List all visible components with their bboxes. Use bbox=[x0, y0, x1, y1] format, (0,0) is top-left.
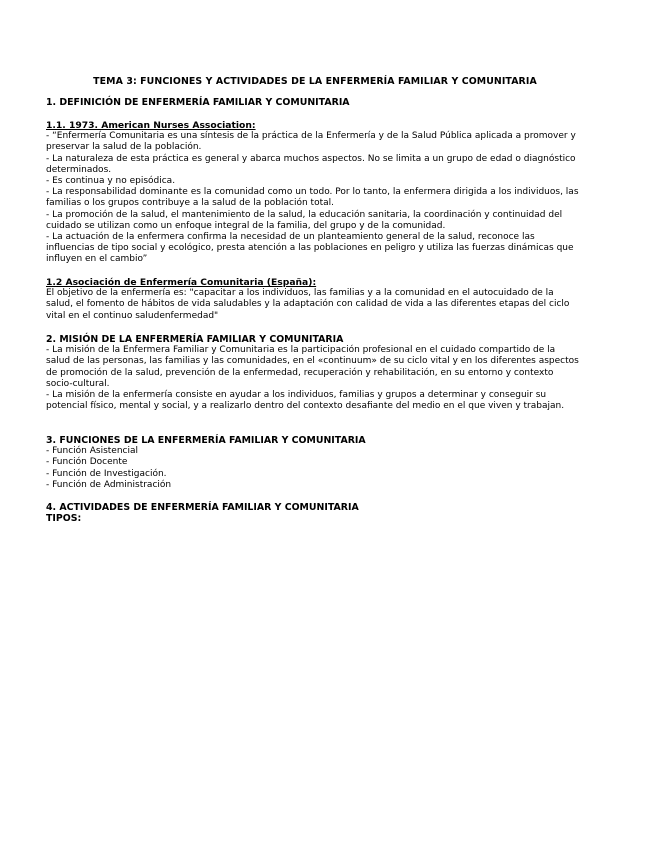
section-2 bbox=[46, 334, 582, 412]
list-item: - La responsabilidad dominante es la comunidad como un todo. Por lo tanto, la enfermera dirigida a los individuos, las familias o los grupos contribuye a la salud de la población total. bbox=[46, 187, 579, 209]
section-2-list bbox=[46, 345, 582, 412]
subsection-1-1 bbox=[46, 120, 582, 266]
section-4 bbox=[46, 502, 582, 524]
section-4-subheading: TIPOS: bbox=[46, 513, 82, 525]
list-item: - Es continua y no episódica. bbox=[46, 176, 176, 187]
list-item: - Función de Investigación. bbox=[46, 468, 167, 479]
list-item: - La actuación de la enfermera confirma la necesidad de un planteamiento general de la salud, reconoce las influencias de tipo social y ecológico, presta atención a las poblaciones en peligro y utiliza las fuerzas dinámicas que influyen en el cambio” bbox=[46, 232, 574, 265]
subsection-1-1-heading: 1.1. 1973. American Nurses Association: bbox=[46, 120, 256, 131]
section-3-list bbox=[46, 446, 582, 491]
subsection-1-1-list bbox=[46, 131, 582, 265]
section-2-heading: 2. MISIÓN DE LA ENFERMERÍA FAMILIAR Y COMUNITARIA bbox=[46, 334, 344, 345]
list-item: - La promoción de la salud, el mantenimiento de la salud, la educación sanitaria, la coordinación y continuidad del cuidado se utilizan como un enfoque integral de la familia, del grupo y de la comunidad. bbox=[46, 209, 563, 231]
section-3-heading: 3. FUNCIONES DE LA ENFERMERÍA FAMILIAR Y COMUNITARIA bbox=[46, 435, 366, 446]
list-item: - Función Docente bbox=[46, 457, 128, 468]
document-title: TEMA 3: FUNCIONES Y ACTIVIDADES DE LA ENFERMERÍA FAMILIAR Y COMUNITARIA bbox=[93, 76, 537, 87]
list-item: - La naturaleza de esta práctica es general y abarca muchos aspectos. No se limita a un grupo de edad o diagnóstico determinados. bbox=[46, 153, 576, 175]
subsection-1-2-heading: 1.2 Asociación de Enfermería Comunitaria (España): bbox=[46, 277, 317, 288]
section-1-heading: 1. DEFINICIÓN DE ENFERMERÍA FAMILIAR Y COMUNITARIA bbox=[46, 97, 350, 108]
list-item: - La misión de la enfermería consiste en ayudar a los individuos, familias y grupos a determinar y conseguir su potencial físico, mental y social, y a realizarlo dentro del contexto desafiante del medio en el que viven y trabajan. bbox=[46, 390, 565, 412]
list-item: - La misión de la Enfermera Familiar y Comunitaria es la participación profesional en el cuidado compartido de la salud de las personas, las familias y las comunidades, en el «continuum» de su ciclo vital y en los diferentes aspectos de promoción de la salud, prevención de la enfermedad, recuperación y rehabilitación, en su entorno y contexto socio-cultural. bbox=[46, 345, 579, 389]
section-3 bbox=[46, 435, 582, 491]
list-item: - Función Asistencial bbox=[46, 446, 138, 457]
section-4-heading: 4. ACTIVIDADES DE ENFERMERÍA FAMILIAR Y COMUNITARIA bbox=[46, 502, 359, 513]
subsection-1-2-text: El objetivo de la enfermería es: "capacitar a los individuos, las familias y a la comunidad en el autocuidado de la salud, el fomento de hábitos de vida saludables y la adaptación con calidad de vida a las diferentes etapas del ciclo vital en el continuo saludenfermedad" bbox=[46, 288, 570, 321]
list-item: - Función de Administración bbox=[46, 479, 172, 490]
section-1 bbox=[46, 97, 582, 108]
subsection-1-2 bbox=[46, 277, 582, 322]
list-item: - “Enfermería Comunitaria es una síntesis de la práctica de la Enfermería y de la Salud Pública aplicada a promover y preservar la salud de la población. bbox=[46, 131, 576, 153]
